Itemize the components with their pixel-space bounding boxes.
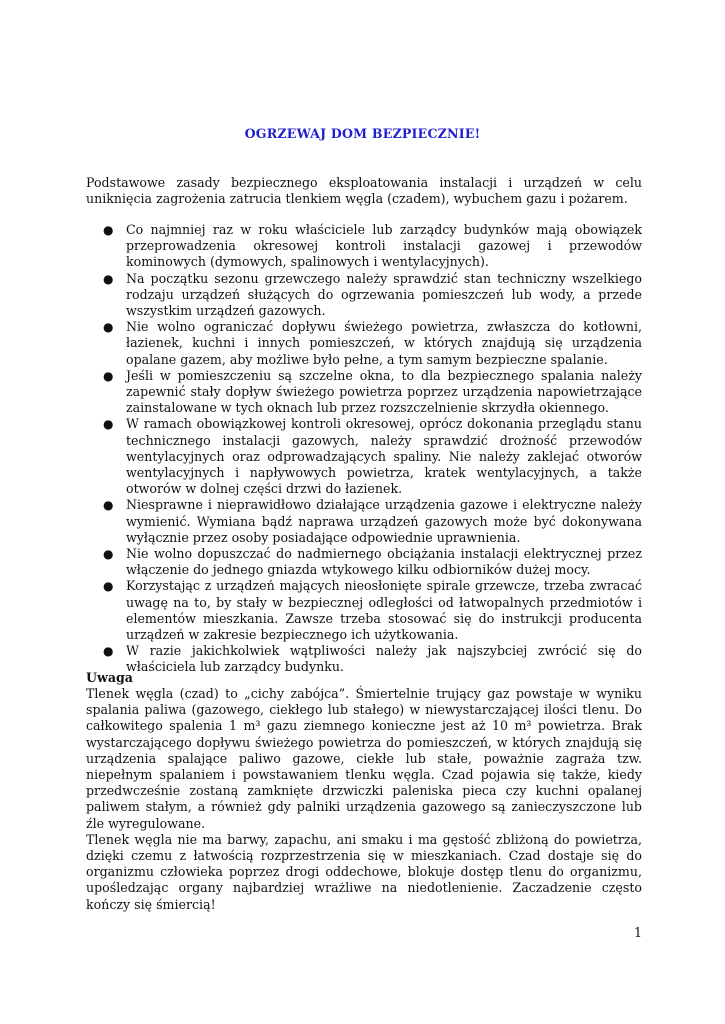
bullet-icon: ●	[103, 579, 114, 594]
page-title: OGRZEWAJ DOM BEZPIECZNIE!	[244, 126, 481, 141]
list-item	[86, 416, 642, 497]
list-item	[86, 497, 642, 546]
bullet-icon: ●	[103, 320, 114, 335]
list-item-text: Niesprawne i nieprawidłowo działające urządzenia gazowe i elektryczne należy wymienić. Wymiana bądź naprawa urządzeń gazowych może być dokonywana wyłącznie przez osoby posiadające odpowiednie uprawnienia.	[126, 497, 642, 545]
list-item	[86, 271, 642, 320]
list-item-text: Korzystając z urządzeń mających nieosłonięte spirale grzewcze, trzeba zwracać uwagę na to, by stały w bezpiecznej odległości od łatwopalnych przedmiotów i elementów mieszkania. Zawsze trzeba stosować się do instrukcji producenta urządzeń w zakresie bezpiecznego ich użytkowania.	[126, 578, 642, 643]
list-item-text: Jeśli w pomieszczeniu są szczelne okna, to dla bezpiecznego spalania należy zapewnić stały dopływ świeżego powietrza poprzez urządzenia napowietrzające zainstalowane w tych oknach lub przez rozszczelnienie skrzydła okiennego.	[126, 367, 642, 416]
list-item-text: Co najmniej raz w roku właściciele lub zarządcy budynków mają obowiązek przeprowadzenia okresowej kontroli instalacji gazowej i przewodów kominowych (dymowych, spalinowych i wentylacyjnych).	[126, 222, 642, 270]
note-paragraph: Tlenek węgla (czad) to „cichy zabójca”. Śmiertelnie trujący gaz powstaje w wyniku spalania paliwa (gazowego, ciekłego lub stałego) w niewystarczającej ilości tlenu. Do całkowitego spalenia 1 m³ gazu ziemnego konieczne jest aż 10 m³ powietrza. Brak wystarczającego dopływu świeżego powietrza do pomieszczeń, w których znajdują się urządzenia spalające paliwo gazowe, ciekłe lub stałe, poważnie zagraża tzw. niepełnym spalaniem i powstawaniem tlenku węgla. Czad pojawia się także, kiedy przedwcześnie zostaną zamknięte drzwiczki paleniska pieca czy kuchni opalanej paliwem stałym, a również gdy palniki urządzenia gazowego są zanieczyszczone lub źle wyregulowane.	[86, 686, 642, 831]
list-item	[86, 643, 642, 675]
note-paragraph: Tlenek węgla nie ma barwy, zapachu, ani smaku i ma gęstość zbliżoną do powietrza, dzięki czemu z łatwością rozprzestrzenia się w mieszkaniach. Czad dostaje się do organizmu człowieka poprzez drogi oddechowe, blokuje dostęp tlenu do organizmu, upośledzając organy najbardziej wrażliwe na niedotlenienie. Zaczadzenie często kończy się śmiercią!	[86, 831, 642, 912]
list-item-text: Na początku sezonu grzewczego należy sprawdzić stan techniczny wszelkiego rodzaju urządzeń służących do ogrzewania pomieszczeń lub wody, a przede wszystkim urządzeń gazowych.	[126, 270, 642, 319]
bullet-icon: ●	[103, 271, 114, 286]
list-item	[86, 368, 642, 417]
list-item	[86, 222, 642, 271]
bullet-icon: ●	[103, 223, 114, 237]
note-heading: Uwaga	[86, 670, 133, 685]
list-item-text: W ramach obowiązkowej kontroli okresowej, oprócz dokonania przeglądu stanu technicznego instalacji gazowych, należy sprawdzić drożność przewodów wentylacyjnych oraz odprowadzających spaliny. Nie należy zaklejać otworów wentylacyjnych i napływowych powietrza, kratek wentylacyjnych, a także otworów w dolnej części drzwi do łazienek.	[126, 416, 642, 497]
bullet-icon: ●	[103, 547, 114, 562]
list-item	[86, 319, 642, 368]
list-item-text: Nie wolno dopuszczać do nadmiernego obciążania instalacji elektrycznej przez włączenie do jednego gniazda wtykowego kilku odbiorników dużej mocy.	[126, 546, 642, 578]
note-body	[86, 686, 642, 913]
bullet-icon: ●	[103, 644, 114, 659]
bullet-icon: ●	[103, 417, 114, 432]
safety-rules-list	[86, 222, 642, 676]
list-item-text: Nie wolno ograniczać dopływu świeżego powietrza, zwłaszcza do kotłowni, łazienek, kuchni i innych pomieszczeń, w których znajdują się urządzenia opalane gazem, aby możliwe było pełne, a tym samym bezpieczne spalanie.	[126, 319, 642, 367]
intro-paragraph: Podstawowe zasady bezpiecznego eksploatowania instalacji i urządzeń w celu uniknięcia zagrożenia zatrucia tlenkiem węgla (czadem), wybuchem gazu i pożarem.	[86, 175, 642, 207]
list-item-text: W razie jakichkolwiek wątpliwości należy jak najszybciej zwrócić się do właściciela lub zarządcy budynku.	[126, 643, 642, 675]
list-item	[86, 578, 642, 643]
bullet-icon: ●	[103, 498, 114, 513]
bullet-icon: ●	[103, 368, 114, 383]
page-number: 1	[633, 925, 642, 940]
list-item	[86, 546, 642, 578]
